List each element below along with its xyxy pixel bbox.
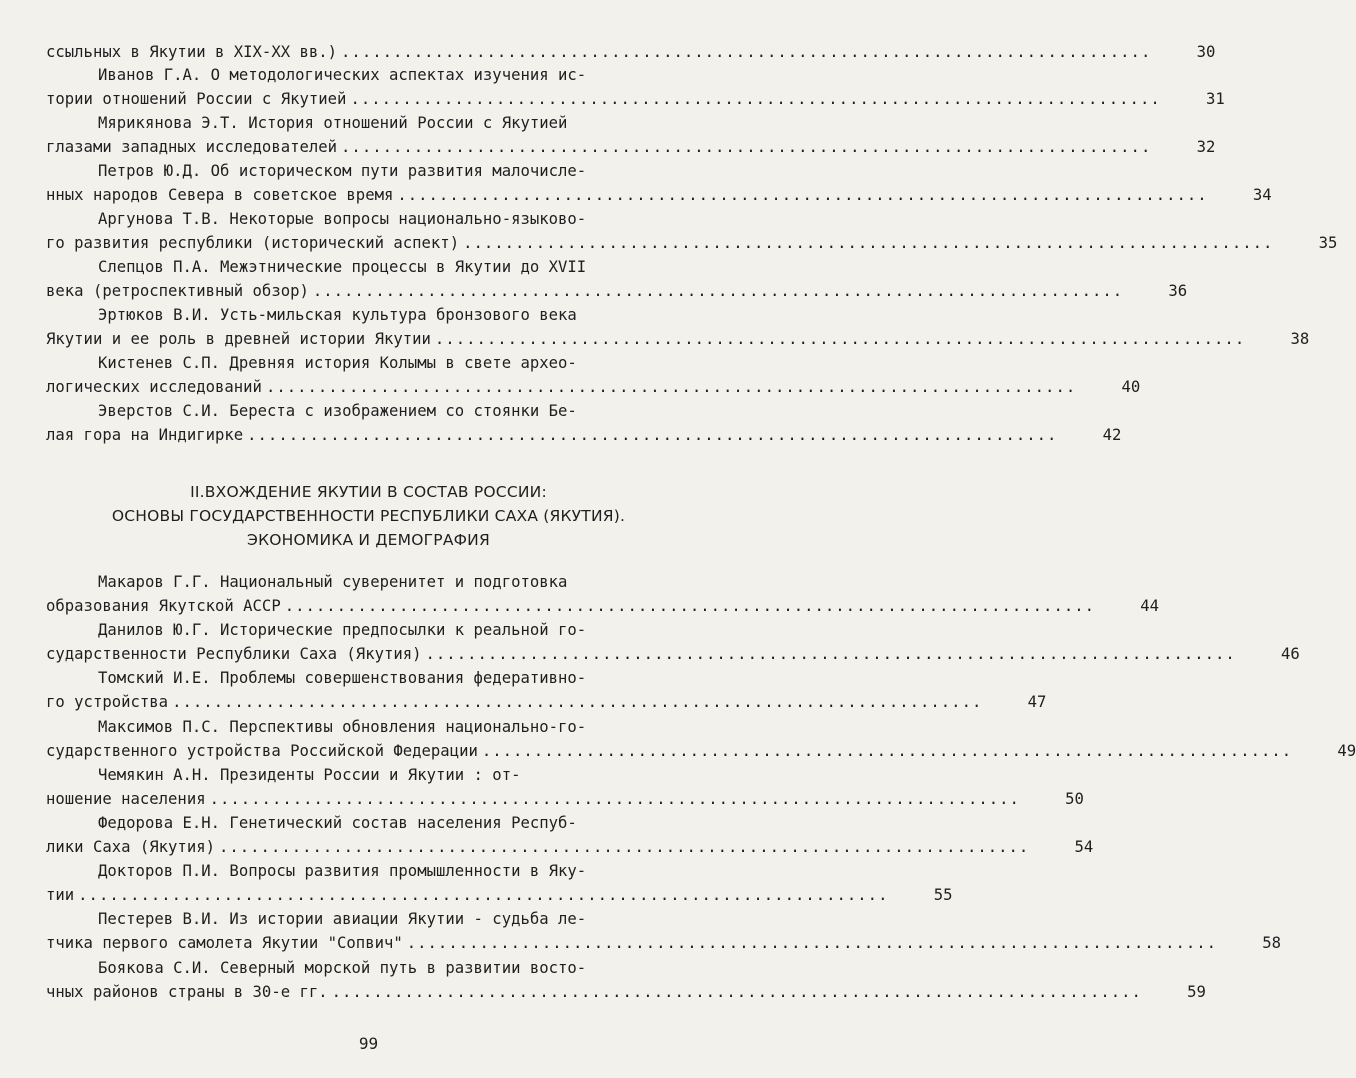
leader-dots: ..............................................................................: [265, 378, 1077, 396]
entry-title-line: Эртюков В.И. Усть-мильская культура бронзового века: [98, 306, 577, 324]
page-number: 54: [1074, 838, 1094, 856]
entry-title-line: Слепцов П.А. Межэтнические процессы в Якутии до XVII: [98, 258, 587, 276]
entry-continuation-line: [46, 980, 1206, 1004]
entry-continuation-line: [46, 135, 1216, 159]
entry-continuation-line: [46, 183, 1272, 207]
entry-title-line: Иванов Г.А. О методологических аспектах изучения ис-: [98, 66, 587, 84]
page-number: 59: [1187, 982, 1206, 1001]
entry-title-line: Максимов П.С. Перспективы обновления национально-го-: [98, 717, 587, 736]
entry-text: ссыльных в Якутии в XIX-XX вв.): [46, 43, 338, 61]
entry-text: образования Якутской АССР: [46, 597, 281, 615]
entry-continuation-line: [46, 739, 1356, 763]
entry-continuation-line: [46, 835, 1094, 859]
entry-text: логических исследований: [46, 378, 262, 396]
toc-entry: [46, 859, 953, 907]
entry-continuation-line: [46, 642, 1300, 666]
entry-continuation-line: [46, 327, 1310, 351]
page-number: 58: [1262, 934, 1282, 953]
leader-dots: ..............................................................................: [247, 426, 1058, 444]
page-number: 31: [1205, 90, 1225, 108]
entry-title-line: Федорова Е.Н. Генетический состав населения Респуб-: [98, 814, 577, 832]
page-number: 47: [1027, 693, 1047, 712]
entry-continuation-line: [46, 375, 1141, 399]
toc-entry: [46, 255, 1188, 303]
toc-entry: [46, 111, 1216, 159]
toc-entry: [46, 207, 1338, 255]
leader-dots: ..............................................................................: [78, 886, 889, 905]
toc-entry: [46, 618, 1300, 666]
toc-entry: [46, 570, 1160, 618]
leader-dots: ..............................................................................: [481, 741, 1293, 760]
entry-title-line: Чемякин А.Н. Президенты России и Якутии : от-: [98, 765, 521, 784]
leader-dots: ..............................................................................: [172, 693, 983, 712]
entry-title-line: Макаров Г.Г. Национальный суверенитет и подготовка: [98, 573, 568, 591]
leader-dots: ..............................................................................: [341, 43, 1152, 61]
entry-title-line: Данилов Ю.Г. Исторические предпосылки к реальной го-: [98, 621, 587, 640]
entry-title-line: Аргунова Т.В. Некоторые вопросы национально-языково-: [98, 210, 587, 228]
entry-text: го развития республики (исторический аспект): [46, 234, 460, 252]
leader-dots: ..............................................................................: [397, 186, 1208, 204]
page-folio: 99: [358, 1034, 379, 1053]
page-number: 30: [1196, 43, 1216, 61]
entry-continuation-line: [46, 594, 1160, 618]
leader-dots: ..............................................................................: [219, 838, 1030, 856]
entry-text: нных народов Севера в советское время: [46, 186, 394, 204]
entry-continuation-line: [46, 690, 1047, 714]
entry-title-line: Докторов П.И. Вопросы развития промышленности в Яку-: [98, 862, 587, 881]
entry-title-line: Петров Ю.Д. Об историческом пути развития малочисле-: [98, 162, 587, 180]
entry-text: тии: [46, 886, 75, 905]
leader-dots: ..............................................................................: [350, 90, 1161, 108]
entry-continuation-line: [46, 423, 1122, 447]
page-number: 42: [1102, 426, 1122, 444]
section-heading-line-3: ЭКОНОМИКА И ДЕМОГРАФИЯ: [247, 531, 490, 549]
toc-entry: [46, 159, 1272, 207]
toc-entry: [46, 666, 1047, 714]
entry-title-line: Боякова С.И. Северный морской путь в развитии восто-: [98, 958, 587, 977]
section-heading-line-1: II.ВХОЖДЕНИЕ ЯКУТИИ В СОСТАВ РОССИИ:: [190, 483, 547, 501]
toc-entry: [46, 715, 1356, 763]
page-number: 40: [1121, 378, 1141, 396]
toc-entry: [46, 63, 1225, 111]
entry-continuation-line: [46, 883, 953, 907]
entry-text: сударственного устройства Российской Федерации: [46, 741, 478, 760]
toc-entry: [46, 956, 1206, 1004]
entry-text: тории отношений России с Якутией: [46, 90, 347, 108]
toc-entry: [46, 811, 1094, 859]
leader-dots: ..............................................................................: [434, 330, 1246, 348]
section-heading-line-2: ОСНОВЫ ГОСУДАРСТВЕННОСТИ РЕСПУБЛИКИ САХА (ЯКУТИЯ).: [111, 507, 626, 525]
entry-title-line: Кистенев С.П. Древняя история Колымы в свете архео-: [98, 354, 577, 372]
toc-entry: [46, 907, 1282, 955]
page-number: 49: [1337, 741, 1356, 760]
entry-text: глазами западных исследователей: [46, 138, 338, 156]
entry-title-line: Томский И.Е. Проблемы совершенствования федеративно-: [98, 669, 587, 688]
entry-continuation-line: [46, 231, 1338, 255]
entry-text: века (ретроспективный обзор): [46, 282, 309, 300]
entry-text: Якутии и ее роль в древней истории Якутии: [46, 330, 431, 348]
leader-dots: ..............................................................................: [463, 234, 1274, 252]
entry-continuation-line: [46, 787, 1084, 811]
leader-dots: ..............................................................................: [312, 282, 1124, 300]
page-number: 34: [1252, 186, 1272, 204]
page-number: 44: [1140, 597, 1160, 615]
entry-text: го устройства: [46, 693, 169, 712]
entry-text: лики Саха (Якутия): [46, 838, 215, 856]
leader-dots: ..............................................................................: [425, 645, 1236, 664]
entry-text: лая гора на Индигирке: [46, 426, 244, 444]
entry-title-line: Мярикянова Э.Т. История отношений России с Якутией: [98, 114, 568, 132]
page-number: 46: [1281, 645, 1300, 664]
entry-text: чных районов страны в 30-е гг.: [46, 982, 328, 1001]
leader-dots: ..............................................................................: [209, 789, 1020, 808]
leader-dots: ..............................................................................: [341, 138, 1152, 156]
page-number: 38: [1290, 330, 1310, 348]
entry-continuation-line: [46, 279, 1188, 303]
leader-dots: ..............................................................................: [331, 982, 1142, 1001]
page-number: 50: [1065, 789, 1084, 808]
entry-title-line: Эверстов С.И. Береста с изображением со стоянки Бе-: [98, 402, 577, 420]
toc-entry: [46, 763, 1084, 811]
leader-dots: ..............................................................................: [284, 597, 1096, 615]
toc-entry-continued: [46, 40, 1216, 64]
entry-continuation-line: [46, 931, 1282, 955]
toc-entry: [46, 399, 1122, 447]
entry-continuation-line: [46, 87, 1225, 111]
entry-text: сударственности Республики Саха (Якутия): [46, 645, 422, 664]
page-number: 35: [1318, 234, 1338, 252]
leader-dots: ..............................................................................: [406, 934, 1218, 953]
entry-text: ношение населения: [46, 789, 206, 808]
page-number: 32: [1196, 138, 1216, 156]
entry-text: тчика первого самолета Якутии "Сопвич": [46, 934, 403, 953]
page-number: 36: [1168, 282, 1188, 300]
toc-entry: [46, 303, 1310, 351]
toc-entry: [46, 351, 1141, 399]
entry-title-line: Пестерев В.И. Из истории авиации Якутии - судьба ле-: [98, 910, 587, 929]
page-number: 55: [933, 886, 953, 905]
